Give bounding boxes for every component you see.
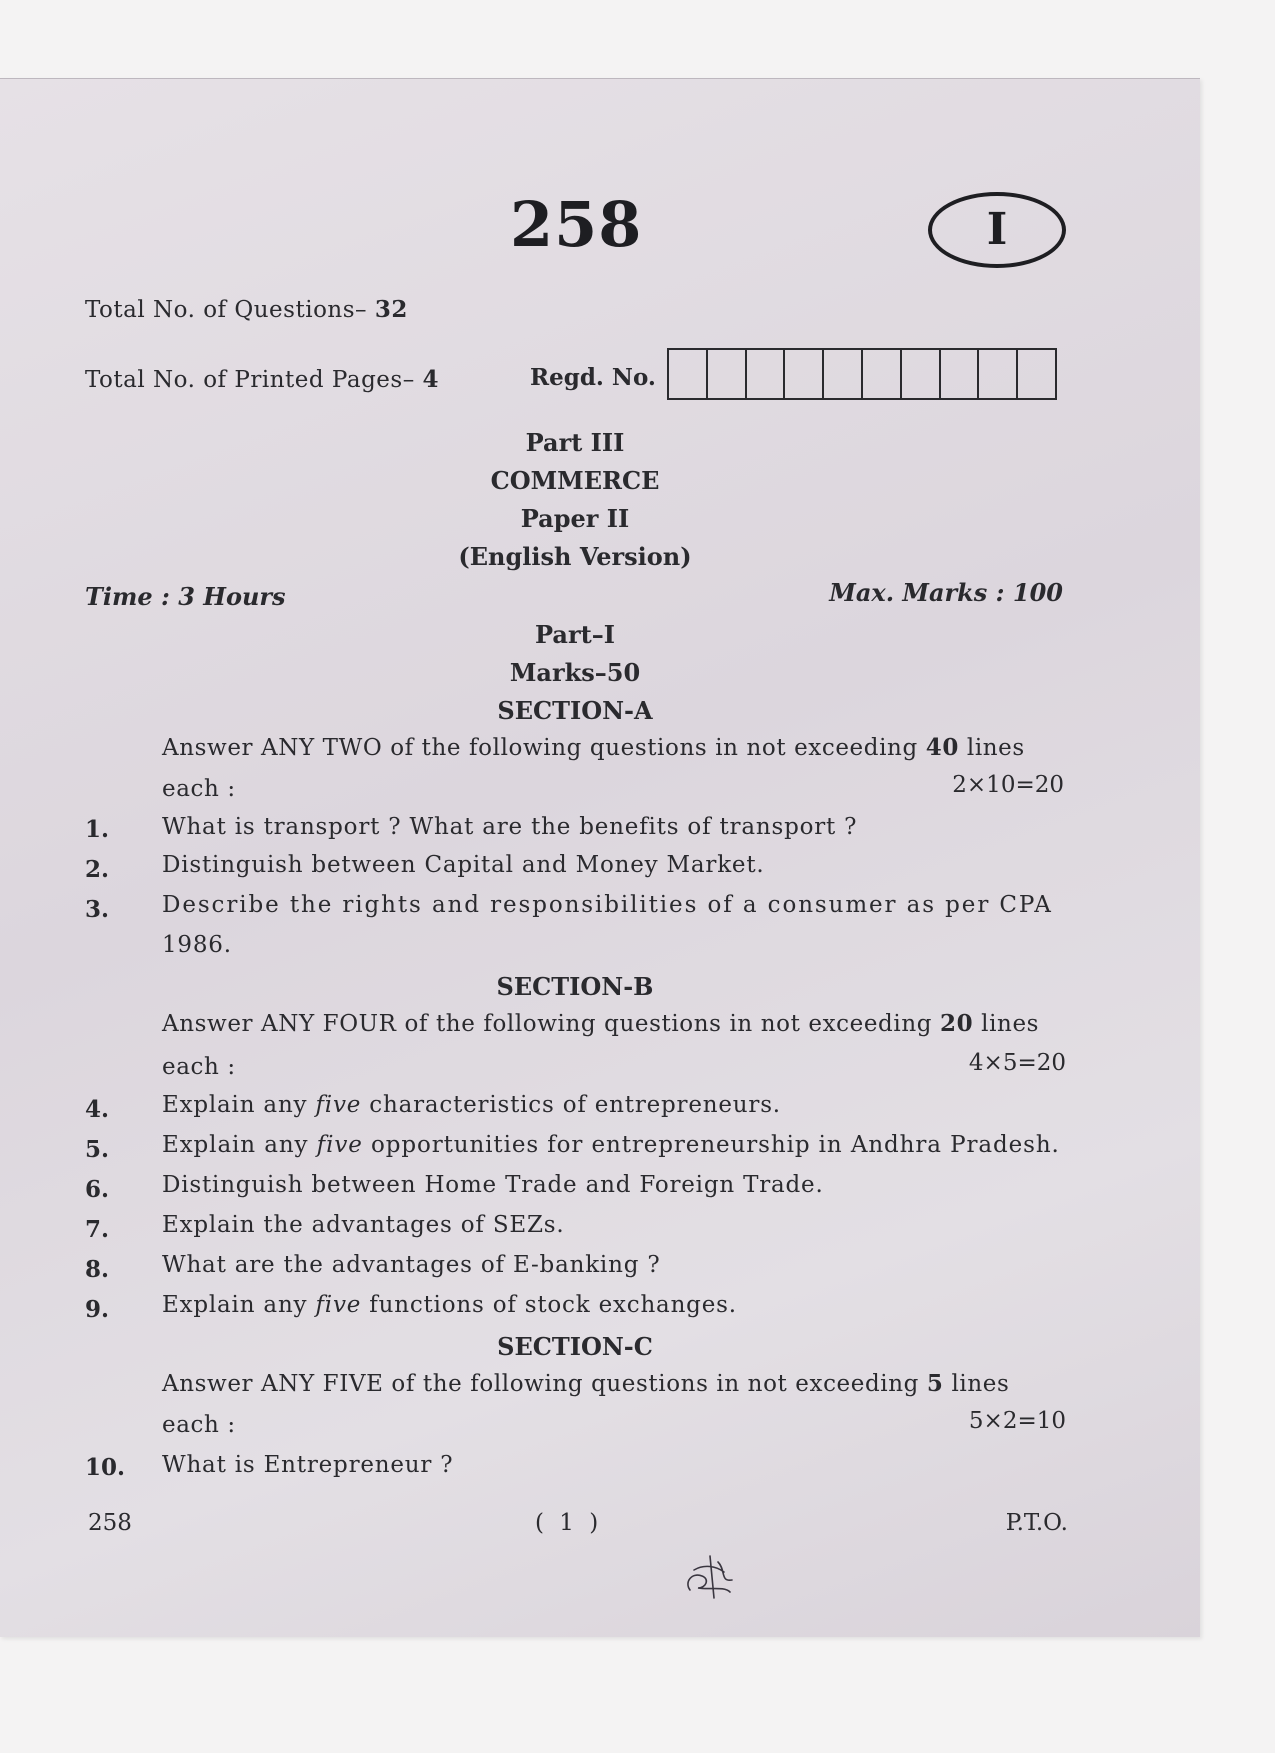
part-one-marks: Marks–50 [509,658,641,687]
section-c-heading: SECTION-C [497,1332,653,1361]
question-text-part: opportunities for entrepreneurship in Andhra Pradesh. [370,1132,1060,1158]
question-number: 5. [85,1136,110,1163]
question-text [162,1092,781,1118]
regd-digit-box[interactable] [708,350,747,398]
question-text: Distinguish between Home Trade and Foreign Trade. [162,1172,824,1198]
question-text-part: characteristics of entrepreneurs. [369,1092,781,1118]
section-b-heading: SECTION-B [496,972,654,1001]
instruction-text: lines [966,735,1025,761]
paper-code: 258 [510,188,643,261]
question-number: 2. [85,856,110,883]
question-emphasis: five [315,1292,362,1318]
question-number: 6. [85,1176,110,1203]
page-number: ( 1 ) [535,1510,603,1536]
regd-digit-box[interactable] [941,350,980,398]
regd-digit-box[interactable] [979,350,1018,398]
section-b-instruction [162,1010,1039,1037]
total-pages-value: 4 [422,366,440,393]
part-one-heading: Part–I [535,620,615,649]
pto-label: P.T.O. [1005,1510,1068,1536]
total-questions-value: 32 [374,296,408,323]
instruction-text: Answer ANY FOUR of the following questions in not exceeding [162,1011,933,1037]
regd-digit-box[interactable] [785,350,824,398]
question-number: 9. [85,1296,110,1323]
set-code-badge: I [928,192,1066,268]
question-text-part: Explain any [162,1292,308,1318]
question-number: 10. [85,1454,126,1481]
regd-digit-box[interactable] [669,350,708,398]
question-text: What is transport ? What are the benefits of transport ? [162,814,858,840]
section-c-marks: 5×2=10 [968,1408,1066,1434]
instruction-line-count: 5 [926,1370,944,1397]
total-pages [85,366,439,393]
subject-title: COMMERCE [490,466,660,495]
question-text: Explain the advantages of SEZs. [162,1212,565,1238]
regd-digit-box[interactable] [1018,350,1055,398]
question-text: What are the advantages of E-banking ? [162,1252,661,1278]
question-number: 3. [85,896,110,923]
section-b-marks: 4×5=20 [968,1050,1066,1076]
instruction-text: lines [981,1011,1040,1037]
question-text [162,1292,737,1318]
regd-digit-box[interactable] [747,350,786,398]
max-marks: Max. Marks : 100 [829,578,1063,607]
paper-title: Paper II [520,504,630,533]
question-emphasis: five [315,1092,362,1118]
handwritten-initials [680,1552,740,1602]
version-title: (English Version) [458,542,692,571]
question-number: 7. [85,1216,110,1243]
question-text: What is Entrepreneur ? [162,1452,454,1478]
section-a-each: each : [162,776,236,802]
footer-paper-code: 258 [88,1510,132,1536]
section-a-marks: 2×10=20 [952,772,1064,798]
instruction-text: lines [951,1371,1010,1397]
question-emphasis: five [316,1132,363,1158]
instruction-line-count: 40 [925,734,959,761]
question-text: Describe the rights and responsibilities of a consumer as per CPA [162,892,1053,918]
question-text-part: functions of stock exchanges. [369,1292,737,1318]
question-number: 4. [85,1096,110,1123]
total-pages-label: Total No. of Printed Pages– [85,367,415,393]
regd-no-boxes[interactable] [667,348,1057,400]
section-a-instruction [162,734,1025,761]
total-questions-label: Total No. of Questions– [85,297,368,323]
instruction-text: Answer ANY TWO of the following questions in not exceeding [162,735,918,761]
regd-digit-box[interactable] [902,350,941,398]
question-text [162,1132,1060,1158]
section-a-heading: SECTION-A [497,696,653,725]
section-b-each: each : [162,1054,236,1080]
question-text-part: Explain any [162,1132,309,1158]
instruction-line-count: 20 [940,1010,974,1037]
question-text-part: Explain any [162,1092,308,1118]
instruction-text: Answer ANY FIVE of the following questions in not exceeding [162,1371,919,1397]
regd-digit-box[interactable] [863,350,902,398]
question-number: 1. [85,816,110,843]
question-text: Distinguish between Capital and Money Market. [162,852,765,878]
total-questions [85,296,408,323]
time-allowed: Time : 3 Hours [85,582,286,611]
regd-digit-box[interactable] [824,350,863,398]
section-c-each: each : [162,1412,236,1438]
part-title: Part III [525,428,625,457]
regd-no-label: Regd. No. [530,364,656,391]
question-text-continued: 1986. [162,932,232,958]
section-c-instruction [162,1370,1009,1397]
question-number: 8. [85,1256,110,1283]
